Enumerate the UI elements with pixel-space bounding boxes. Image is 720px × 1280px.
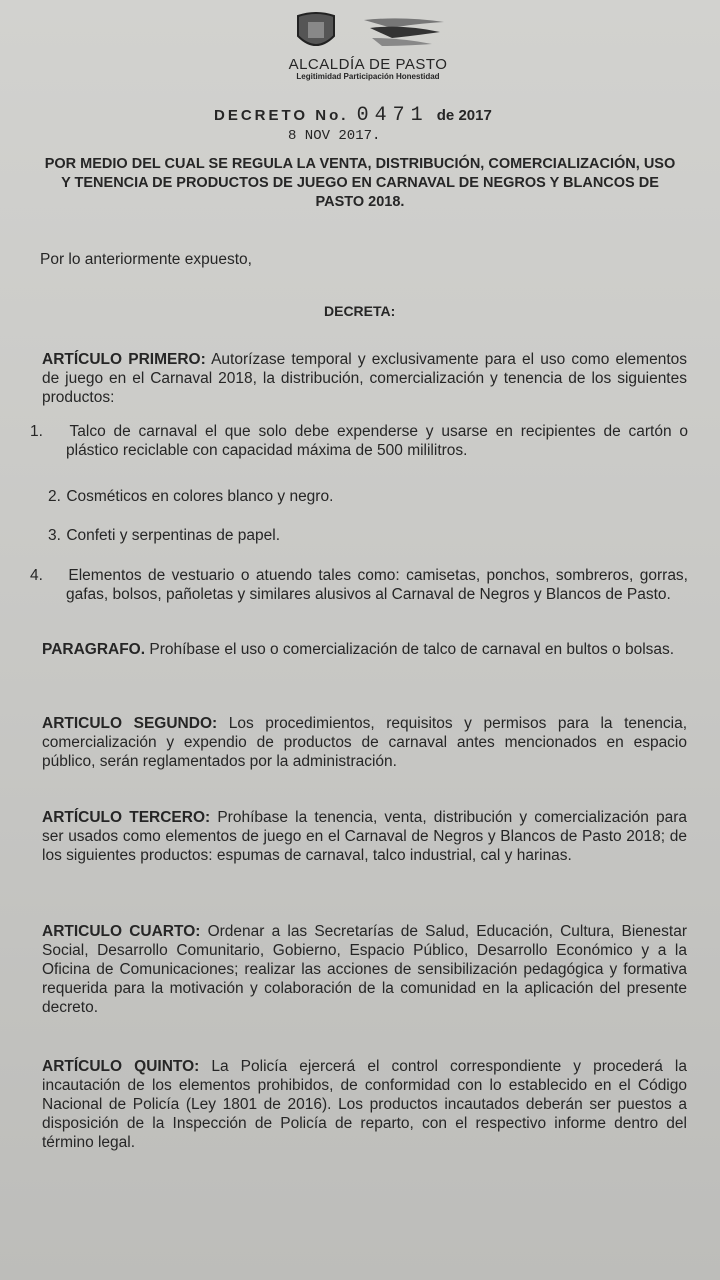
decree-number: 0471 — [356, 104, 429, 127]
decree-heading — [214, 104, 492, 127]
article-primero — [42, 350, 687, 407]
article-text: Autorízase temporal y exclusivamente para el uso como elementos de juego en el Carnaval 2018, la distribución, comercialización y tenencia de los siguientes productos: — [42, 351, 688, 406]
decree-year: de 2017 — [436, 107, 492, 124]
org-name: ALCALDÍA DE PASTO — [288, 56, 448, 73]
article-label: ARTÍCULO PRIMERO: — [42, 351, 206, 368]
list-item: 2. Cosméticos en colores blanco y negro. — [48, 488, 334, 505]
article-tercero: ARTÍCULO TERCERO: Prohíbase la tenencia, venta, distribución y comercialización para ser usados como elementos de juego en el Carnaval de Negros y Blancos de Pasto 2018; de los siguientes productos: espumas de carnaval, talco industrial, cal y harinas. — [42, 809, 687, 864]
list-item: 4. Elementos de vestuario o atuendo tales como: camisetas, ponchos, sombreros, gorras, gafas, bolsos, pañoletas y similares alusivos al Carnaval de Negros y Blancos de Pasto. — [30, 567, 688, 603]
decree-title: POR MEDIO DEL CUAL SE REGULA LA VENTA, DISTRIBUCIÓN, COMERCIALIZACIÓN, USO Y TENENCIA DE PRODUCTOS DE JUEGO EN CARNAVAL DE NEGROS Y BLANCOS DE PASTO 2018. — [44, 156, 676, 210]
paragrafo: PARAGRAFO. Prohíbase el uso o comercialización de talco de carnaval en bultos o bolsas. — [42, 641, 675, 658]
brand-wave-logo — [362, 16, 446, 48]
article-quinto: ARTÍCULO QUINTO: La Policía ejercerá el control correspondiente y procederá la incautación de los elementos prohibidos, de conformidad con lo establecido en el Código Nacional de Policía (Ley 1801 de 2016). Los productos incautados deberán ser puestos a disposición de la Inspección de Policía de reparto, con el respectivo informe dentro del término legal. — [42, 1058, 687, 1151]
decree-label: DECRETO No. — [214, 107, 349, 124]
org-motto: Legitimidad Participación Honestidad — [296, 72, 440, 81]
coat-of-arms-logo — [294, 12, 338, 52]
article-cuarto: ARTICULO CUARTO: Ordenar a las Secretarías de Salud, Educación, Cultura, Bienestar Social, Desarrollo Comunitario, Gobierno, Espacio Público, Desarrollo Económico y a la Oficina de Comunicaciones; realizar las acciones de sensibilización pedagógica y formativa requerida para la motivación y colaboración de la comunidad en la aplicación del presente decreto. — [42, 923, 688, 1016]
list-item: 3. Confeti y serpentinas de papel. — [48, 527, 281, 544]
article-segundo: ARTICULO SEGUNDO: Los procedimientos, requisitos y permisos para la tenencia, comercialización y expendio de productos de carnaval antes mencionados en espacio público, serán reglamentados por la administración. — [42, 715, 687, 770]
intro-text: Por lo anteriormente expuesto, — [40, 251, 252, 268]
date-stamp: 8 NOV 2017. — [288, 128, 381, 144]
list-item: 1. Talco de carnaval el que solo debe expenderse y usarse en recipientes de cartón o plástico reciclable con capacidad máxima de 500 mililitros. — [30, 423, 689, 459]
decreta-heading: DECRETA: — [324, 303, 396, 319]
